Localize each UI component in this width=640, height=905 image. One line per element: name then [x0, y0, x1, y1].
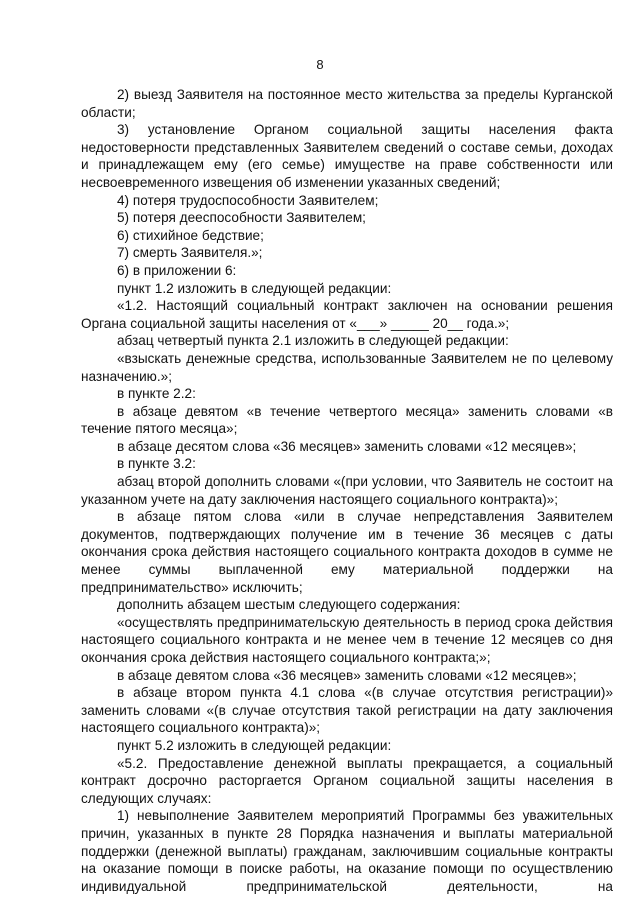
paragraph: 6) стихийное бедствие;: [117, 227, 264, 243]
paragraph: «1.2. Настоящий социальный контракт заключен на основании решения Органа социальной защиты населения от «___» _____ 20__ года.»;: [81, 298, 613, 331]
document-body: [81, 86, 613, 895]
page-number: 8: [316, 57, 324, 72]
paragraph: пункт 5.2 изложить в следующей редакции:: [117, 737, 392, 753]
paragraph: «осуществлять предпринимательскую деятельность в период срока действия настоящего социального контракта и не менее чем в течение 12 месяцев со дня окончания срока действия настоящего социального контракта;»;: [81, 614, 613, 665]
paragraph: 7) смерть Заявителя.»;: [117, 245, 263, 261]
paragraph: 3) установление Органом социальной защиты населения факта недостоверности представленных Заявителем сведений о составе семьи, доходах и принадлежащем ему (его семье) имуществе на праве собственности или несвоевременного извещения об изменении указанных сведений;: [81, 122, 613, 190]
paragraph: в абзаце девятом «в течение четвертого месяца» заменить словами «в течение пятого месяца»;: [81, 403, 613, 437]
paragraph: 6) в приложении 6:: [117, 262, 237, 278]
paragraph: в абзаце девятом слова «36 месяцев» заменить словами «12 месяцев»;: [117, 667, 577, 683]
paragraph: в абзаце втором пункта 4.1 слова «(в случае отсутствия регистрации)» заменить словами «(в случае отсутствия такой регистрации на дату заключения настоящего социального контракта)»;: [81, 685, 613, 736]
paragraph: пункт 1.2 изложить в следующей редакции:: [117, 280, 392, 296]
paragraph: 1) невыполнение Заявителем мероприятий Программы без уважительных причин, указанных в пункте 28 Порядка назначения и выплаты материальной поддержки (денежной выплаты) гражданам, заключившим социальные контракты на оказание помощи в поиске работы, на оказание помощи по осуществлению индивидуальной предпринимательской деятельности, на: [81, 808, 613, 894]
paragraph: в абзаце пятом слова «или в случае непредставления Заявителем документов, подтверждающих получение им в течение 36 месяцев с даты окончания срока действия настоящего социального контракта доходов в сумме не менее суммы выплаченной ему материальной поддержки на предпринимательство» исключить;: [81, 509, 613, 595]
paragraph: 5) потеря дееспособности Заявителем;: [117, 210, 366, 226]
paragraph: абзац второй дополнить словами «(при условии, что Заявитель не состоит на указанном учете на дату заключения настоящего социального контракта)»;: [81, 474, 613, 507]
paragraph: 4) потеря трудоспособности Заявителем;: [117, 192, 379, 208]
paragraph: дополнить абзацем шестым следующего содержания:: [117, 597, 461, 613]
paragraph: абзац четвертый пункта 2.1 изложить в следующей редакции:: [117, 333, 509, 349]
paragraph: в пункте 2.2:: [117, 386, 196, 402]
paragraph: «5.2. Предоставление денежной выплаты прекращается, а социальный контракт досрочно расторгается Органом социальной защиты населения в следующих случаях:: [81, 755, 613, 806]
paragraph: «взыскать денежные средства, использованные Заявителем не по целевому назначению.»;: [81, 350, 613, 384]
paragraph: в абзаце десятом слова «36 месяцев» заменить словами «12 месяцев»;: [117, 438, 577, 454]
paragraph: в пункте 3.2:: [117, 456, 196, 472]
paragraph: 2) выезд Заявителя на постоянное место жительства за пределы Курганской области;: [81, 87, 613, 120]
